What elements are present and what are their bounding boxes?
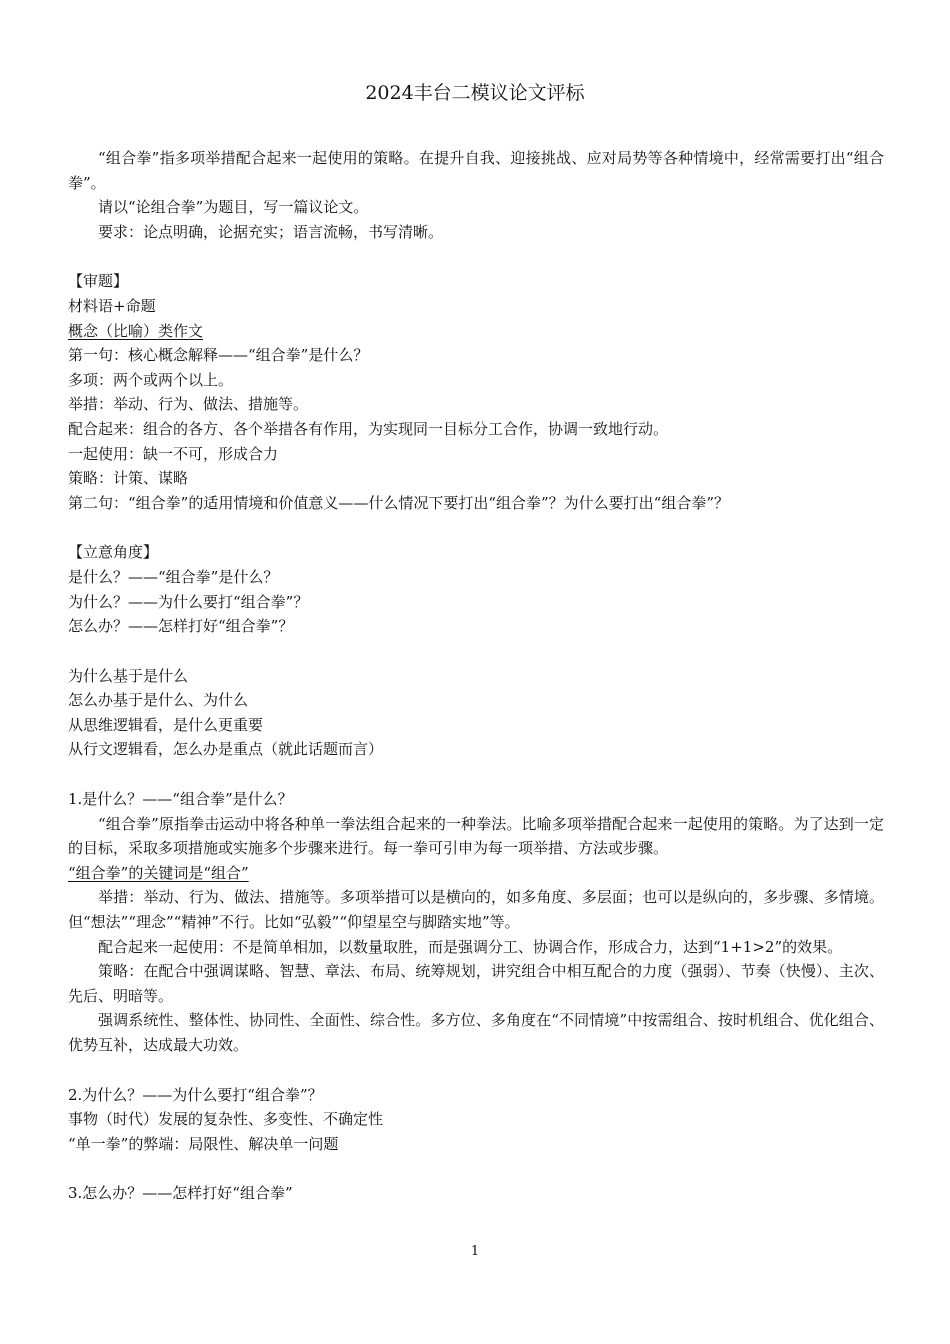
prompt-paragraph-3: 要求：论点明确，论据充实；语言流畅，书写清晰。 [98, 222, 444, 241]
shenti-line-5: 举措：举动、行为、做法、措施等。 [68, 395, 309, 414]
shenti-line-6: 配合起来：组合的各方、各个举措各有作用，为实现同一目标分工合作，协调一致地行动。 [68, 419, 669, 438]
liyi-line-5: 怎么办基于是什么、为什么 [68, 691, 249, 710]
section1-heading: 1.是什么？——“组合拳”是什么？ [68, 790, 293, 809]
spacer [68, 762, 884, 787]
section3-heading: 3.怎么办？——怎样打好“组合拳” [68, 1184, 293, 1203]
section1-keyword: “组合拳”的关键词是“组合” [68, 863, 249, 882]
shenti-line-2: 概念（比喻）类作文 [68, 321, 204, 340]
section1-paragraph-3: 配合起来一起使用：不是简单相加，以数量取胜，而是强调分工、协调合作，形成合力，达到“1+1>2”的效果。 [98, 937, 843, 956]
shenti-line-8: 策略：计策、谋略 [68, 469, 189, 488]
document-title: 2024丰台二模议论文评标 [365, 82, 585, 104]
shenti-line-1: 材料语+命题 [68, 296, 156, 315]
spacer [68, 1156, 884, 1181]
shenti-line-7: 一起使用：缺一不可，形成合力 [68, 444, 279, 463]
section1-paragraph-5: 强调系统性、整体性、协同性、全面性、综合性。多方位、多角度在“不同情境”中按需组合、按时机组合、优化组合、优势互补，达成最大功效。 [68, 1011, 884, 1054]
section2-line-2: “单一拳”的弊端：局限性、解决单一问题 [68, 1134, 339, 1153]
document-body [68, 146, 884, 1206]
spacer [68, 639, 884, 664]
prompt-paragraph-2: 请以“论组合拳”为题目，写一篇议论文。 [98, 198, 369, 217]
section2-heading: 2.为什么？——为什么要打“组合拳”？ [68, 1085, 323, 1104]
liyi-line-2: 为什么？——为什么要打“组合拳”？ [68, 592, 309, 611]
liyi-line-3: 怎么办？——怎样打好“组合拳”？ [68, 617, 294, 636]
prompt-paragraph-1: “组合拳”指多项举措配合起来一起使用的策略。在提升自我、迎接挑战、应对局势等各种情境中，经常需要打出“组合拳”。 [68, 149, 884, 192]
liyi-line-6: 从思维逻辑看，是什么更重要 [68, 715, 264, 734]
section1-paragraph-2: 举措：举动、行为、做法、措施等。多项举措可以是横向的，如多角度、多层面；也可以是纵向的，多步骤、多情境。但“想法”“理念”“精神”不行。比如“弘毅”“仰望星空与脚踏实地”等。 [68, 888, 884, 932]
section1-paragraph-1: “组合拳”原指拳击运动中将各种单一拳法组合起来的一种拳法。比喻多项举措配合起来一起使用的策略。为了达到一定的目标，采取多项措施或实施多个步骤来进行。每一拳可引申为每一项举措、方法或步骤。 [68, 814, 884, 858]
page-number: 1 [470, 1244, 480, 1259]
liyi-line-4: 为什么基于是什么 [68, 666, 189, 685]
section1-paragraph-4: 策略：在配合中强调谋略、智慧、章法、布局、统筹规划，讲究组合中相互配合的力度（强弱）、节奏（快慢）、主次、先后、明暗等。 [68, 962, 884, 1005]
shenti-line-3: 第一句：核心概念解释——“组合拳”是什么？ [68, 346, 369, 365]
liyi-line-7: 从行文逻辑看，怎么办是重点（就此话题而言） [68, 740, 384, 759]
section2-line-1: 事物（时代）发展的复杂性、多变性、不确定性 [68, 1110, 384, 1129]
spacer [68, 244, 884, 269]
shenti-heading: 【审题】 [68, 272, 129, 291]
spacer [68, 1058, 884, 1083]
liyi-line-1: 是什么？——“组合拳”是什么？ [68, 567, 279, 586]
liyi-heading: 【立意角度】 [68, 543, 159, 562]
shenti-line-4: 多项：两个或两个以上。 [68, 370, 234, 389]
spacer [68, 515, 884, 540]
shenti-line-9: 第二句：“组合拳”的适用情境和价值意义——什么情况下要打出“组合拳”？为什么要打出“组合拳”？ [68, 493, 730, 512]
